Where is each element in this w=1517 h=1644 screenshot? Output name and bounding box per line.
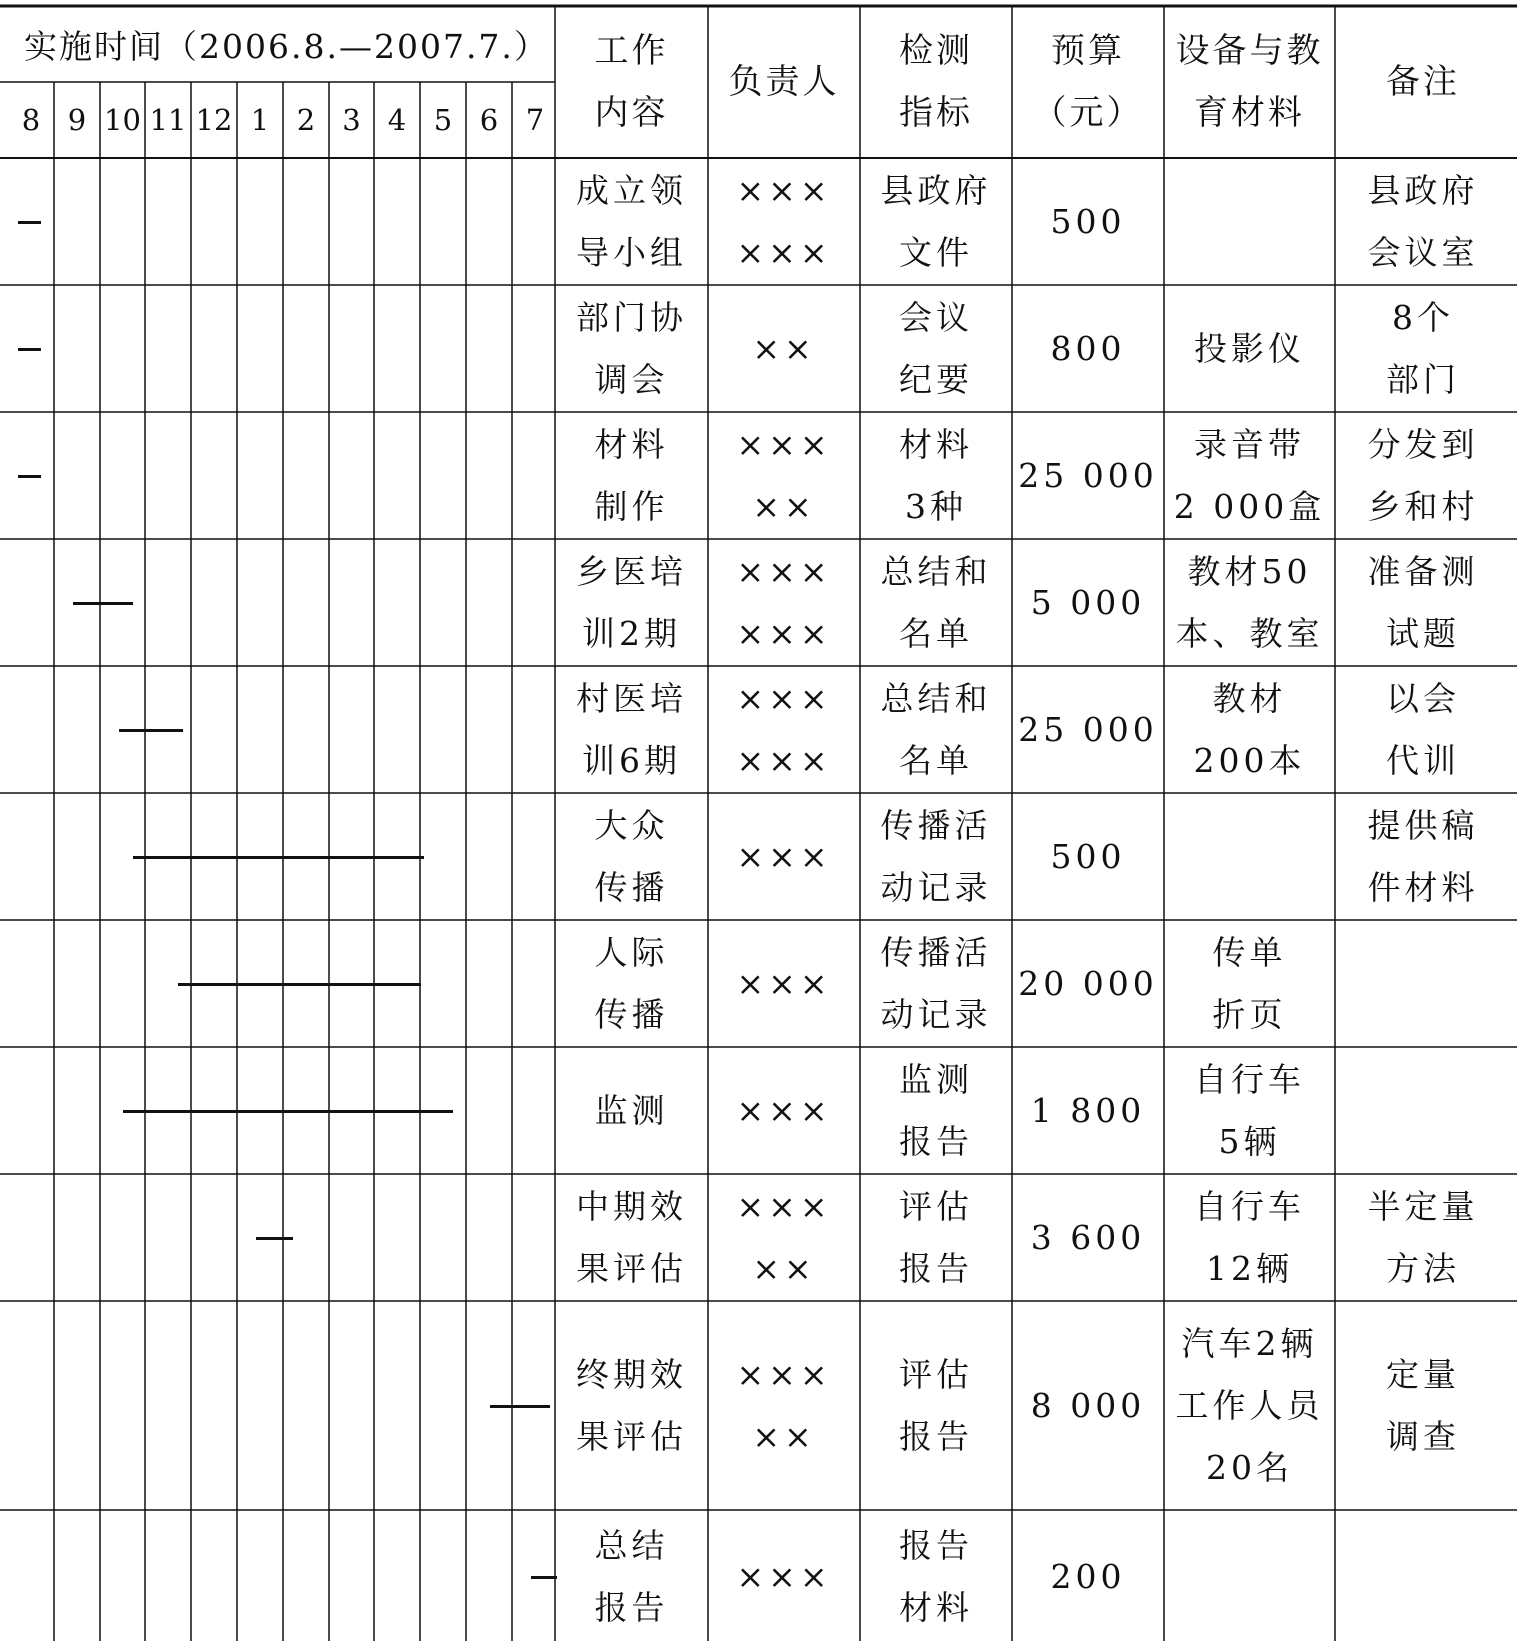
materials-cell	[1164, 158, 1335, 285]
budget-cell: 25 000	[1018, 455, 1158, 495]
budget-cell: 200	[1050, 1557, 1126, 1596]
work-content-cell: 大众 传播	[594, 805, 669, 907]
note-cell	[1335, 1510, 1511, 1644]
indicator-cell: 总结和 名单	[880, 551, 992, 653]
schedule-bar	[123, 1110, 453, 1113]
schedule-bar	[73, 602, 133, 605]
budget-cell: 25 000	[1018, 709, 1158, 749]
budget-cell: 500	[1050, 201, 1126, 241]
materials-cell: 录音带 2 000盒	[1173, 424, 1326, 526]
owner-cell: ××× ××	[736, 424, 832, 526]
time-header: 实施时间（2006.8.—2007.7.）	[24, 26, 549, 66]
note-header: 备注	[1386, 62, 1460, 102]
budget-cell: 500	[1050, 836, 1126, 876]
indicator-cell: 评估 报告	[899, 1186, 973, 1288]
work-content-cell: 材料 制作	[594, 424, 669, 526]
materials-cell	[1164, 1510, 1335, 1644]
note-cell: 准备测 试题	[1367, 551, 1479, 653]
schedule-bar	[256, 1237, 293, 1240]
budget-cell: 3 600	[1030, 1217, 1146, 1257]
owner-cell: ××	[752, 328, 816, 368]
month-label: 10	[104, 103, 141, 137]
budget-cell: 20 000	[1018, 963, 1158, 1003]
indicator-cell: 评估 报告	[899, 1354, 973, 1456]
budget-cell: 5 000	[1030, 582, 1146, 622]
note-cell: 分发到 乡和村	[1367, 424, 1479, 526]
owner-cell: ×××	[736, 836, 832, 876]
month-label: 5	[433, 103, 453, 137]
work-content-cell: 中期效 果评估	[576, 1186, 687, 1288]
indicator-cell: 材料 3种	[899, 424, 973, 526]
schedule-bar	[18, 348, 41, 351]
schedule-bar	[18, 221, 41, 224]
note-cell: 以会 代训	[1386, 678, 1460, 780]
owner-cell: ×××	[736, 1090, 832, 1130]
owner-cell: ××× ××	[736, 1354, 832, 1456]
schedule-bar	[490, 1405, 550, 1408]
indicator-cell: 总结和 名单	[880, 678, 992, 780]
materials-cell: 传单 折页	[1212, 932, 1287, 1034]
work-content-cell: 人际 传播	[594, 932, 669, 1034]
month-label: 12	[195, 103, 233, 137]
work-content-cell: 乡医培 训2期	[576, 551, 687, 653]
schedule-bar	[18, 475, 41, 478]
indicator-cell: 会议 纪要	[899, 297, 973, 399]
materials-cell	[1164, 793, 1335, 920]
month-label: 1	[250, 103, 270, 137]
month-label: 11	[149, 103, 187, 137]
work-content-header: 工作 内容	[594, 31, 669, 133]
month-label: 3	[342, 103, 361, 137]
owner-cell: ××× ×××	[736, 551, 832, 653]
materials-cell: 教材50 本、教室	[1175, 551, 1324, 653]
budget-cell: 8 000	[1030, 1385, 1146, 1425]
owner-cell: ××× ×××	[736, 170, 832, 272]
schedule-bar	[119, 729, 183, 732]
indicator-cell: 报告 材料	[899, 1526, 973, 1627]
work-content-cell: 村医培 训6期	[576, 678, 687, 780]
materials-cell: 自行车 5辆	[1194, 1059, 1305, 1161]
owner-cell: ×××	[736, 1557, 832, 1596]
note-cell	[1335, 1047, 1511, 1174]
month-label: 7	[525, 103, 545, 137]
owner-cell: ×××	[736, 963, 832, 1003]
month-label: 8	[21, 103, 41, 137]
note-cell	[1335, 920, 1511, 1047]
month-label: 4	[387, 103, 407, 137]
budget-header: 预算 （元）	[1032, 31, 1144, 133]
budget-cell: 800	[1050, 328, 1126, 368]
schedule-bar	[178, 983, 421, 986]
materials-cell: 教材 200本	[1193, 678, 1306, 780]
month-label: 9	[67, 103, 87, 137]
owner-header: 负责人	[728, 62, 840, 102]
indicator-cell: 传播活 动记录	[880, 805, 992, 907]
work-content-cell: 监测	[594, 1090, 669, 1130]
indicator-cell: 县政府 文件	[880, 170, 992, 272]
materials-cell: 自行车 12辆	[1194, 1186, 1305, 1288]
work-content-cell: 成立领 导小组	[576, 170, 687, 272]
work-content-cell: 总结 报告	[594, 1526, 669, 1627]
note-cell: 半定量 方法	[1367, 1186, 1479, 1288]
owner-cell: ××× ×××	[736, 678, 832, 780]
indicator-cell: 监测 报告	[899, 1059, 973, 1161]
materials-header: 设备与教 育材料	[1175, 31, 1324, 133]
note-cell: 8个 部门	[1386, 297, 1460, 399]
note-cell: 定量 调查	[1386, 1354, 1460, 1456]
materials-cell: 投影仪	[1194, 328, 1305, 368]
owner-cell: ××× ××	[736, 1186, 832, 1288]
schedule-bar	[531, 1576, 556, 1579]
month-label: 6	[479, 103, 499, 137]
note-cell: 县政府 会议室	[1367, 170, 1479, 272]
materials-cell: 汽车2辆 工作人员 20名	[1175, 1323, 1324, 1487]
indicator-cell: 传播活 动记录	[880, 932, 992, 1034]
note-cell: 提供稿 件材料	[1367, 805, 1479, 907]
work-content-cell: 终期效 果评估	[576, 1354, 687, 1456]
indicator-header: 检测 指标	[899, 31, 973, 133]
work-content-cell: 部门协 调会	[576, 297, 687, 399]
month-label: 2	[296, 103, 316, 137]
budget-cell: 1 800	[1030, 1090, 1146, 1130]
schedule-bar	[133, 856, 424, 859]
